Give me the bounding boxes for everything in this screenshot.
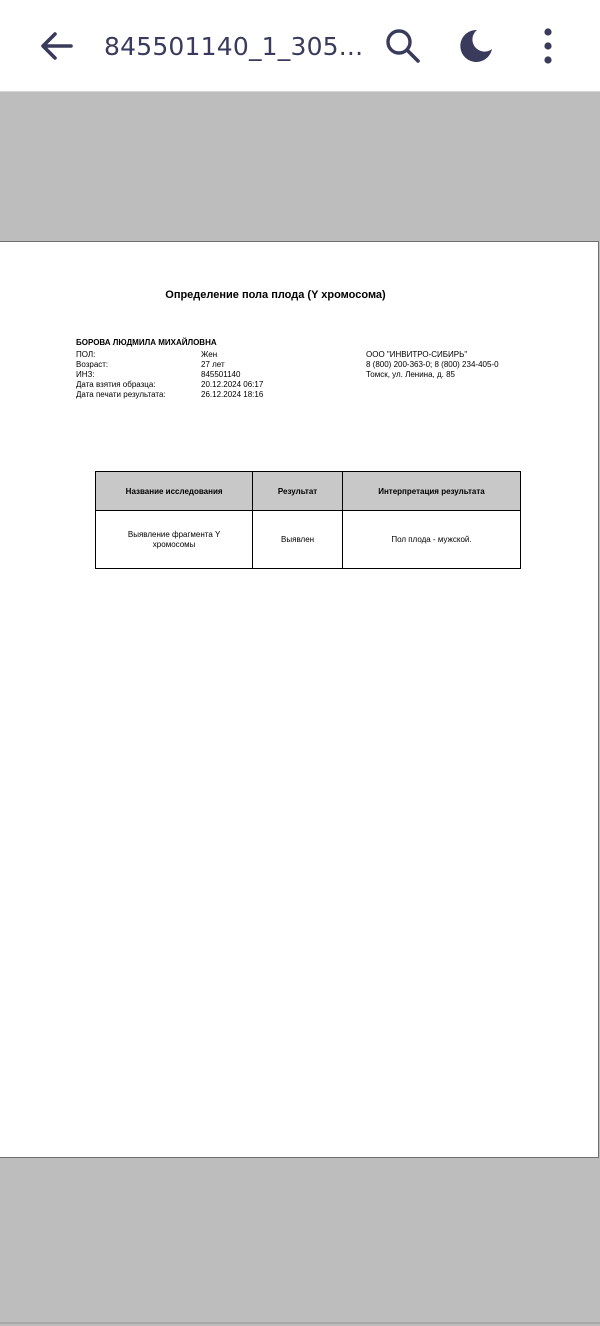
results-table <box>95 471 521 569</box>
info-row-sample-date <box>76 380 263 390</box>
report-title: Определение пола плода (Y хромосома) <box>165 289 386 301</box>
moon-icon <box>458 28 494 64</box>
cell-result: Выявлен <box>253 511 343 569</box>
info-label: Дата печати результата: <box>76 390 166 399</box>
info-value: Жен <box>201 350 218 359</box>
info-row-age <box>76 360 263 370</box>
document-title: 845501140_1_305... <box>104 32 364 61</box>
table-header-row <box>96 472 521 511</box>
patient-info <box>76 350 263 400</box>
arrow-back-icon <box>38 28 74 64</box>
table-row <box>96 511 521 569</box>
info-label: Дата взятия образца: <box>76 380 156 389</box>
document-viewer[interactable] <box>0 92 600 1326</box>
lab-phones: 8 (800) 200-363-0; 8 (800) 234-405-0 <box>366 360 499 369</box>
more-vert-icon <box>542 27 554 65</box>
info-label: ПОЛ: <box>76 350 96 359</box>
header-result: Результат <box>253 472 343 511</box>
header-test-name: Название исследования <box>96 472 253 511</box>
info-value: 26.12.2024 18:16 <box>201 390 264 399</box>
app-bar <box>0 0 600 92</box>
info-value: 845501140 <box>201 370 241 379</box>
pdf-page[interactable] <box>0 241 599 1158</box>
info-value: 27 лет <box>201 360 225 369</box>
info-row-inz <box>76 370 263 380</box>
info-value: 20.12.2024 06:17 <box>201 380 264 389</box>
page-divider <box>0 1322 600 1324</box>
patient-name: БОРОВА ЛЮДМИЛА МИХАЙЛОВНА <box>76 338 217 347</box>
lab-address: Томск, ул. Ленина, д. 85 <box>366 370 456 379</box>
test-name-line: Выявление фрагмента Y <box>127 529 221 539</box>
search-icon <box>384 27 422 65</box>
cell-test-name <box>96 511 253 569</box>
more-options-button[interactable] <box>524 22 572 70</box>
night-mode-button[interactable] <box>452 22 500 70</box>
info-row-sex <box>76 350 263 360</box>
header-interpretation: Интерпретация результата <box>342 472 520 511</box>
cell-interpretation: Пол плода - мужской. <box>342 511 520 569</box>
lab-name: ООО "ИНВИТРО-СИБИРЬ" <box>366 350 468 359</box>
back-button[interactable] <box>32 22 80 70</box>
lab-info <box>366 350 499 380</box>
test-name-line: хромосомы <box>152 539 196 549</box>
info-label: ИНЗ: <box>76 370 95 379</box>
info-label: Возраст: <box>76 360 109 369</box>
info-row-print-date <box>76 390 263 400</box>
search-button[interactable] <box>379 22 427 70</box>
